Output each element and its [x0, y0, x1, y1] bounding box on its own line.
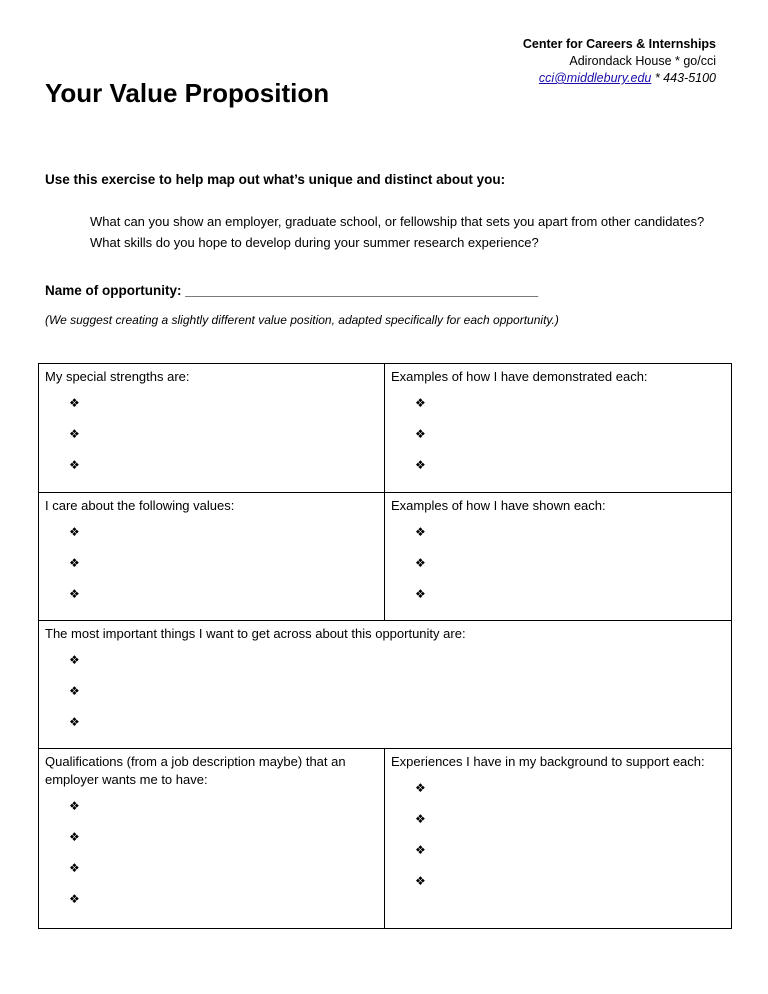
bullet-item[interactable]	[415, 872, 725, 903]
bullet-list	[45, 797, 378, 921]
values-cell[interactable]	[39, 493, 385, 621]
bullet-item[interactable]	[69, 425, 378, 456]
qualifications-label: Qualifications (from a job description maybe) that an employer wants me to have:	[45, 754, 346, 787]
diamond-dots-icon: ❖	[69, 427, 80, 441]
diamond-dots-icon: ❖	[415, 812, 426, 826]
diamond-dots-icon: ❖	[69, 587, 80, 601]
intro-instruction: Use this exercise to help map out what’s unique and distinct about you:	[45, 172, 506, 187]
suggestion-note: (We suggest creating a slightly different value position, adapted specifically for each opportunity.)	[45, 313, 559, 327]
bullet-list	[391, 523, 725, 616]
diamond-dots-icon: ❖	[415, 458, 426, 472]
bullet-item[interactable]	[415, 456, 725, 487]
bullet-item[interactable]	[415, 841, 725, 872]
bullet-item[interactable]	[69, 554, 378, 585]
values-examples-cell[interactable]	[385, 493, 732, 621]
value-proposition-table	[38, 363, 732, 929]
important-points-cell[interactable]	[39, 621, 732, 749]
diamond-dots-icon: ❖	[69, 830, 80, 844]
diamond-dots-icon: ❖	[415, 396, 426, 410]
table-row	[39, 364, 732, 493]
office-name: Center for Careers & Internships	[522, 37, 716, 51]
guiding-questions	[90, 211, 704, 253]
bullet-item[interactable]	[69, 394, 378, 425]
question-2: What skills do you hope to develop during your summer research experience?	[90, 235, 539, 250]
bullet-item[interactable]	[69, 859, 378, 890]
bullet-item[interactable]	[69, 585, 378, 616]
strengths-examples-cell[interactable]	[385, 364, 732, 493]
bullet-item[interactable]	[415, 394, 725, 425]
bullet-item[interactable]	[69, 797, 378, 828]
bullet-item[interactable]	[415, 554, 725, 585]
office-address: Adirondack House * go/cci	[569, 54, 716, 68]
strengths-cell[interactable]	[39, 364, 385, 493]
diamond-dots-icon: ❖	[69, 556, 80, 570]
opportunity-label: Name of opportunity:	[45, 283, 182, 298]
bullet-item[interactable]	[69, 713, 725, 744]
bullet-item[interactable]	[69, 523, 378, 554]
diamond-dots-icon: ❖	[69, 396, 80, 410]
bullet-item[interactable]	[415, 779, 725, 810]
question-1: What can you show an employer, graduate school, or fellowship that sets you apart from other candidates?	[90, 214, 705, 229]
diamond-dots-icon: ❖	[69, 458, 80, 472]
bullet-list	[45, 394, 378, 487]
bullet-list	[45, 523, 378, 616]
page-title: Your Value Proposition	[45, 78, 330, 108]
strengths-examples-label: Examples of how I have demonstrated each:	[391, 369, 648, 384]
diamond-dots-icon: ❖	[69, 525, 80, 539]
diamond-dots-icon: ❖	[415, 587, 426, 601]
diamond-dots-icon: ❖	[69, 715, 80, 729]
bullet-item[interactable]	[69, 456, 378, 487]
diamond-dots-icon: ❖	[415, 556, 426, 570]
strengths-label: My special strengths are:	[45, 369, 190, 384]
diamond-dots-icon: ❖	[69, 892, 80, 906]
bullet-item[interactable]	[69, 828, 378, 859]
experiences-label: Experiences I have in my background to support each:	[391, 754, 705, 769]
phone-number: * 443-5100	[651, 71, 716, 85]
diamond-dots-icon: ❖	[69, 684, 80, 698]
bullet-item[interactable]	[415, 585, 725, 616]
bullet-list	[391, 394, 725, 487]
opportunity-blank[interactable]: _______________________________________________	[185, 283, 539, 298]
experiences-cell[interactable]	[385, 749, 732, 929]
bullet-item[interactable]	[415, 810, 725, 841]
diamond-dots-icon: ❖	[415, 781, 426, 795]
bullet-item[interactable]	[69, 890, 378, 921]
diamond-dots-icon: ❖	[69, 861, 80, 875]
bullet-list	[45, 651, 725, 744]
diamond-dots-icon: ❖	[69, 799, 80, 813]
office-contact	[523, 70, 716, 87]
table-row	[39, 621, 732, 749]
bullet-item[interactable]	[415, 425, 725, 456]
bullet-list	[391, 779, 725, 903]
diamond-dots-icon: ❖	[415, 427, 426, 441]
opportunity-name-line	[45, 283, 538, 298]
important-points-label: The most important things I want to get across about this opportunity are:	[45, 626, 466, 641]
bullet-item[interactable]	[69, 682, 725, 713]
qualifications-cell[interactable]	[39, 749, 385, 929]
table-row	[39, 749, 732, 929]
email-link[interactable]: cci@middlebury.edu	[538, 71, 652, 85]
office-header	[523, 36, 716, 87]
bullet-item[interactable]	[415, 523, 725, 554]
diamond-dots-icon: ❖	[415, 525, 426, 539]
diamond-dots-icon: ❖	[415, 874, 426, 888]
diamond-dots-icon: ❖	[415, 843, 426, 857]
diamond-dots-icon: ❖	[69, 653, 80, 667]
values-label: I care about the following values:	[45, 498, 235, 513]
table-row	[39, 493, 732, 621]
bullet-item[interactable]	[69, 651, 725, 682]
values-examples-label: Examples of how I have shown each:	[391, 498, 606, 513]
